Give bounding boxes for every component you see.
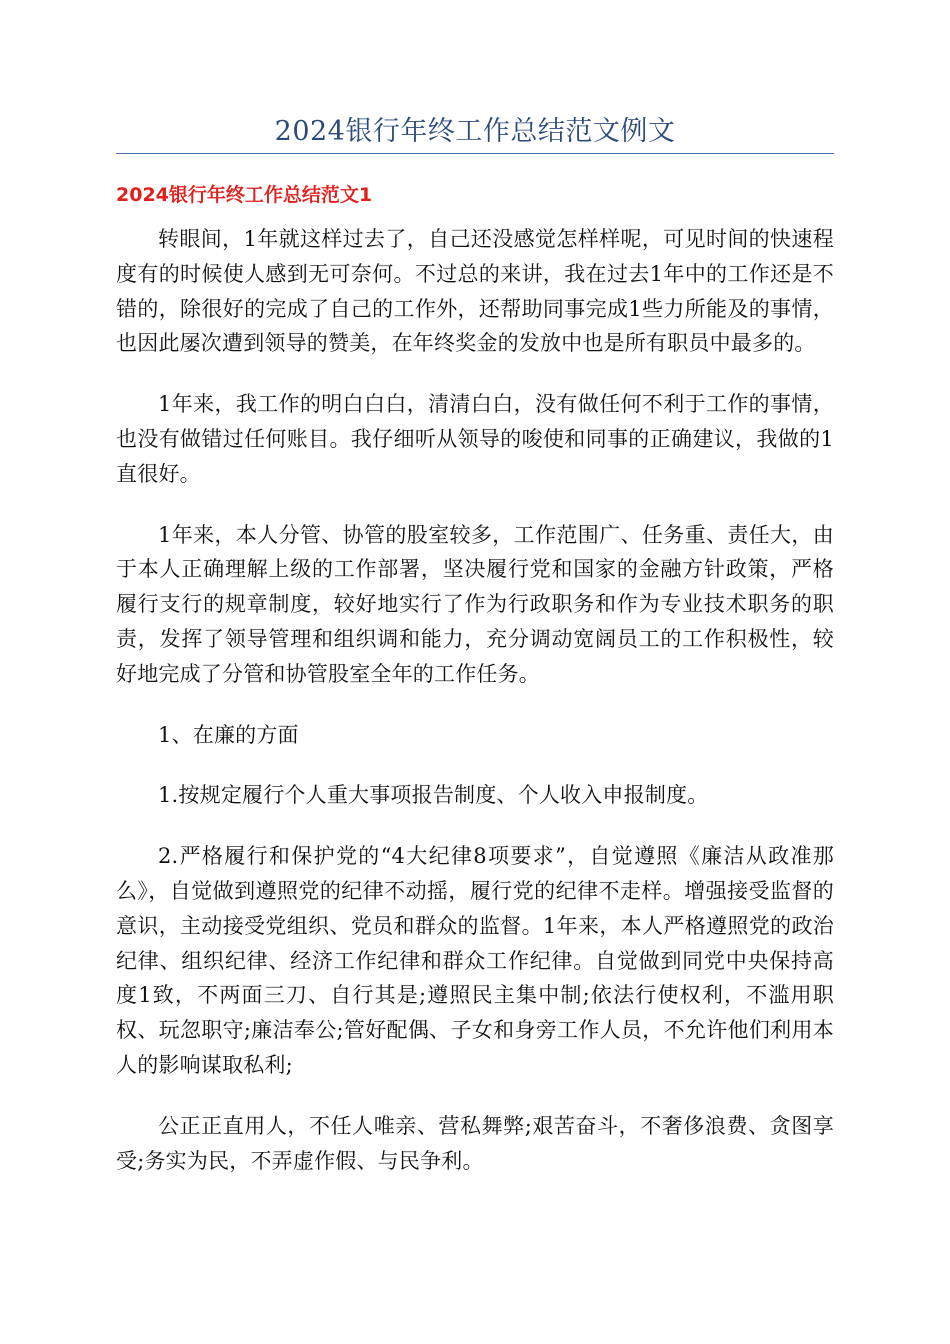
- section-heading: 2024银行年终工作总结范文1: [116, 184, 373, 206]
- document-title: 2024银行年终工作总结范文例文: [274, 116, 676, 147]
- body-text: [116, 222, 834, 1204]
- paragraph: 1年来，本人分管、协管的股室较多，工作范围广、任务重、责任大，由于本人正确理解上级的工作部署，坚决履行党和国家的金融方针政策，严格履行支行的规章制度，较好地实行了作为行政职务和作为专业技术职务的职责，发挥了领导管理和组织调和能力，充分调动宽阔员工的工作积极性，较好地完成了分管和协管股室全年的工作任务。: [116, 522, 834, 686]
- paragraph: 转眼间，1年就这样过去了，自己还没感觉怎样样呢，可见时间的快速程度有的时候使人感到无可奈何。不过总的来讲，我在过去1年中的工作还是不错的，除很好的完成了自己的工作外，还帮助同事完成1些力所能及的事情，也因此屡次遭到领导的赞美，在年终奖金的发放中也是所有职员中最多的。: [116, 227, 834, 356]
- title-underline: [116, 153, 834, 154]
- subsection-heading: 1、在廉的方面: [158, 722, 299, 747]
- paragraph: 2.严格履行和保护党的“4大纪律8项要求”，自觉遵照《廉洁从政准那么》，自觉做到遵照党的纪律不动摇，履行党的纪律不走样。增强接受监督的意识，主动接受党组织、党员和群众的监督。1年来，本人严格遵照党的政治纪律、组织纪律、经济工作纪律和群众工作纪律。自觉做到同党中央保持高度1致，不两面三刀、自行其是;遵照民主集中制;依法行使权利，不滥用职权、玩忽职守;廉洁奉公;管好配偶、子女和身旁工作人员，不允许他们利用本人的影响谋取私利;: [116, 844, 834, 1077]
- paragraph: 公正正直用人，不任人唯亲、营私舞弊;艰苦奋斗，不奢侈浪费、贪图享受;务实为民，不弄虚作假、与民争利。: [116, 1113, 834, 1173]
- paragraph: 1.按规定履行个人重大事项报告制度、个人收入申报制度。: [158, 783, 709, 808]
- paragraph: 1年来，我工作的明白白白，清清白白，没有做任何不利于工作的事情，也没有做错过任何账目。我仔细听从领导的唆使和同事的正确建议，我做的1直很好。: [116, 392, 834, 486]
